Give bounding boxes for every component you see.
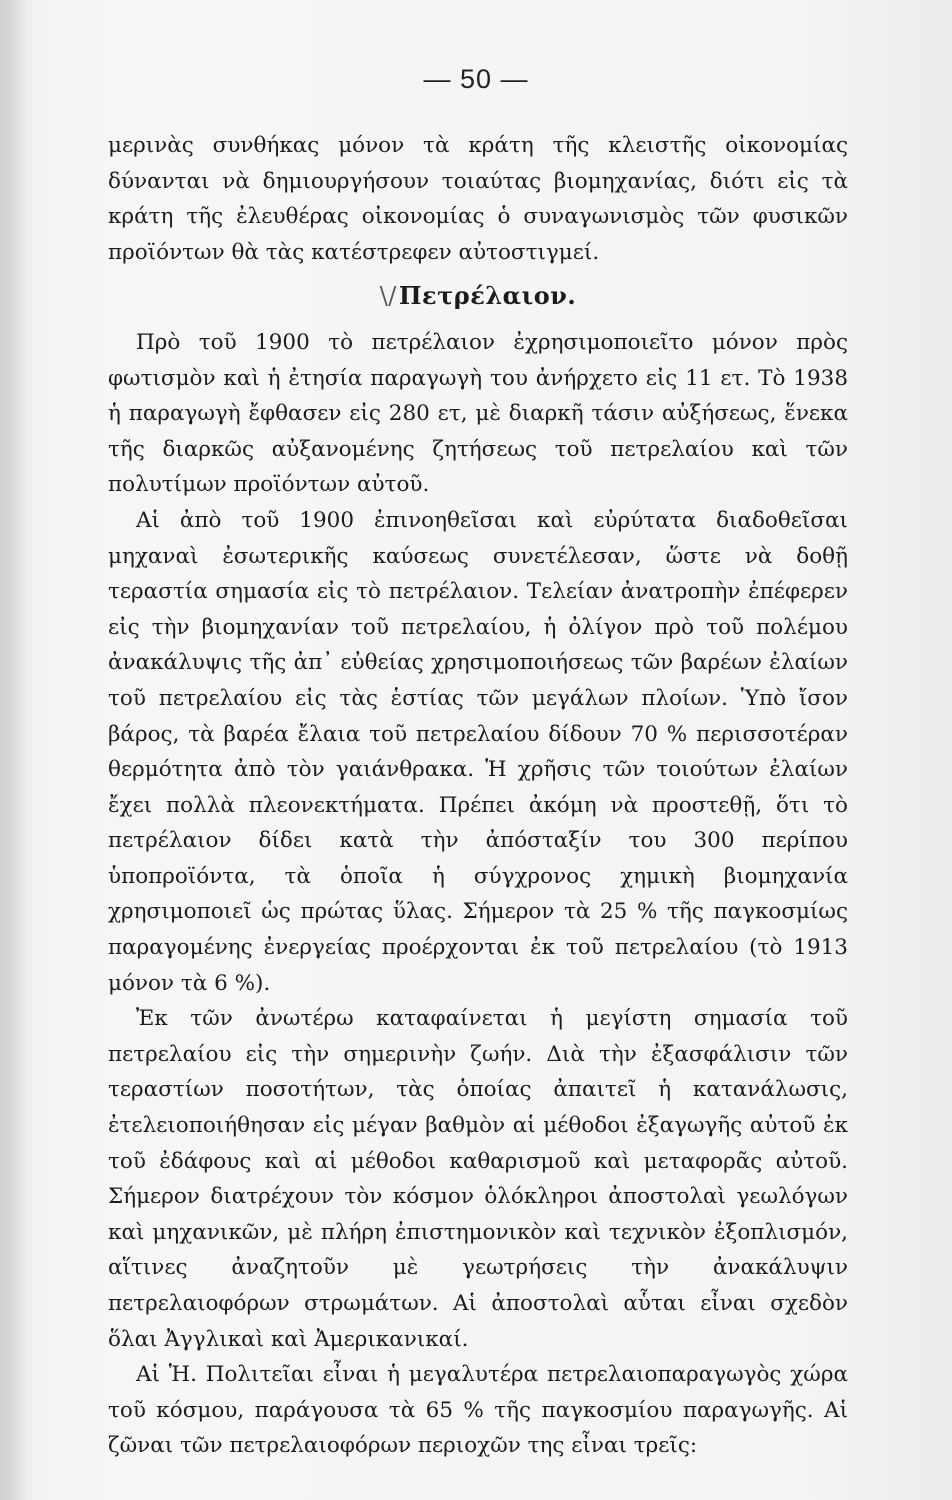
paragraph: Αἱ Ἡ. Πολιτεῖαι εἶναι ἡ μεγαλυτέρα πετρελαιοπαραγωγὸς χώρα τοῦ κόσμου, παράγουσα τὰ 65 % τῆς παγκοσμίου παραγωγῆς. Αἱ ζῶναι τῶν πετρελαιοφόρων περιοχῶν της εἶναι τρεῖς:	[108, 1362, 848, 1459]
paragraph-continued: μερινὰς συνθήκας μόνον τὰ κράτη τῆς κλειστῆς οἰκονομίας δύνανται νὰ δημιουργήσουν τοιαύτας βιομηχανίας, διότι εἰς τὰ κράτη τῆς ἐλευθέρας οἰκονομίας ὁ συναγωνισμὸς τῶν φυσικῶν προϊόντων θὰ τὰς κατέστρεφεν αὐτοστιγμεί.	[108, 133, 848, 265]
paragraph: Αἱ ἀπὸ τοῦ 1900 ἐπινοηθεῖσαι καὶ εὐρύτατα διαδοθεῖσαι μηχαναὶ ἐσωτερικῆς καύσεως συνετέλεσαν, ὥστε νὰ δοθῇ τεραστία σημασία εἰς τὸ πετρέλαιον. Τελείαν ἀνατροπὴν ἐπέφερεν εἰς τὴν βιομηχανίαν τοῦ πετρελαίου, ἡ ὀλίγον πρὸ τοῦ πολέμου ἀνακάλυψις τῆς ἀπ᾽ εὐθείας χρησιμοποιήσεως τῶν βαρέων ἐλαίων τοῦ πετρελαίου εἰς τὰς ἑστίας τῶν μεγάλων πλοίων. Ὑπὸ ἴσον βάρος, τὰ βαρέα ἔλαια τοῦ πετρελαίου δίδουν 70 % περισσοτέραν θερμότητα ἀπὸ τὸν γαιάνθρακα. Ἡ χρῆσις τῶν τοιούτων ἐλαίων ἔχει πολλὰ πλεονεκτήματα. Πρέπει ἀκόμη νὰ προστεθῇ, ὅτι τὸ πετρέλαιον δίδει κατὰ τὴν ἀπόσταξίν του 300 περίπου ὑποπροϊόντα, τὰ ὁποῖα ἡ σύγχρονος χημικὴ βιομηχανία χρησιμοποιεῖ ὡς πρώτας ὕλας. Σήμερον τὰ 25 % τῆς παγκοσμίως παραγομένης ἐνεργείας προέρχονται ἐκ τοῦ πετρελαίου (τὸ 1913 μόνον τὰ 6 %).	[108, 507, 848, 996]
section-heading-text: Πετρέλαιον.	[398, 281, 577, 311]
binding-shadow	[0, 0, 28, 1500]
paragraph: Ἐκ τῶν ἀνωτέρω καταφαίνεται ἡ μεγίστη σημασία τοῦ πετρελαίου εἰς τὴν σημερινὴν ζωήν. Διὰ τὴν ἐξασφάλισιν τῶν τεραστίων ποσοτήτων, τὰς ὁποίας ἀπαιτεῖ ἡ κατανάλωσις, ἐτελειοποιήθησαν εἰς μέγαν βαθμὸν αἱ μέθοδοι ἐξαγωγῆς αὐτοῦ ἐκ τοῦ ἐδάφους καὶ αἱ μέθοδοι καθαρισμοῦ καὶ μεταφορᾶς αὐτοῦ. Σήμερον διατρέχουν τὸν κόσμον ὁλόκληροι ἀποστολαὶ γεωλόγων καὶ μηχανικῶν, μὲ πλήρη ἐπιστημονικὸν καὶ τεχνικὸν ἐξοπλισμόν, αἵτινες ἀναζητοῦν μὲ γεωτρήσεις τὴν ἀνακάλυψιν πετρελαιοφόρων στρωμάτων. Αἱ ἀποστολαὶ αὗται εἶναι σχεδὸν ὅλαι Ἀγγλικαὶ καὶ Ἀμερικανικαί.	[108, 1006, 848, 1352]
section-heading	[108, 278, 848, 315]
paragraph: Πρὸ τοῦ 1900 τὸ πετρέλαιον ἐχρησιμοποιεῖτο μόνον πρὸς φωτισμὸν καὶ ἡ ἐτησία παραγωγὴ του ἀνήρχετο εἰς 11 ετ. Τὸ 1938 ἡ παραγωγὴ ἔφθασεν εἰς 280 ετ, μὲ διαρκῆ τάσιν αὐξήσεως, ἕνεκα τῆς διαρκῶς αὐξανομένης ζητήσεως τοῦ πετρελαίου καὶ τῶν πολυτίμων προϊόντων αὐτοῦ.	[108, 329, 848, 498]
page-number: — 50 —	[423, 64, 529, 94]
body-text	[108, 128, 848, 1464]
handwritten-check-mark: \/	[379, 282, 397, 311]
